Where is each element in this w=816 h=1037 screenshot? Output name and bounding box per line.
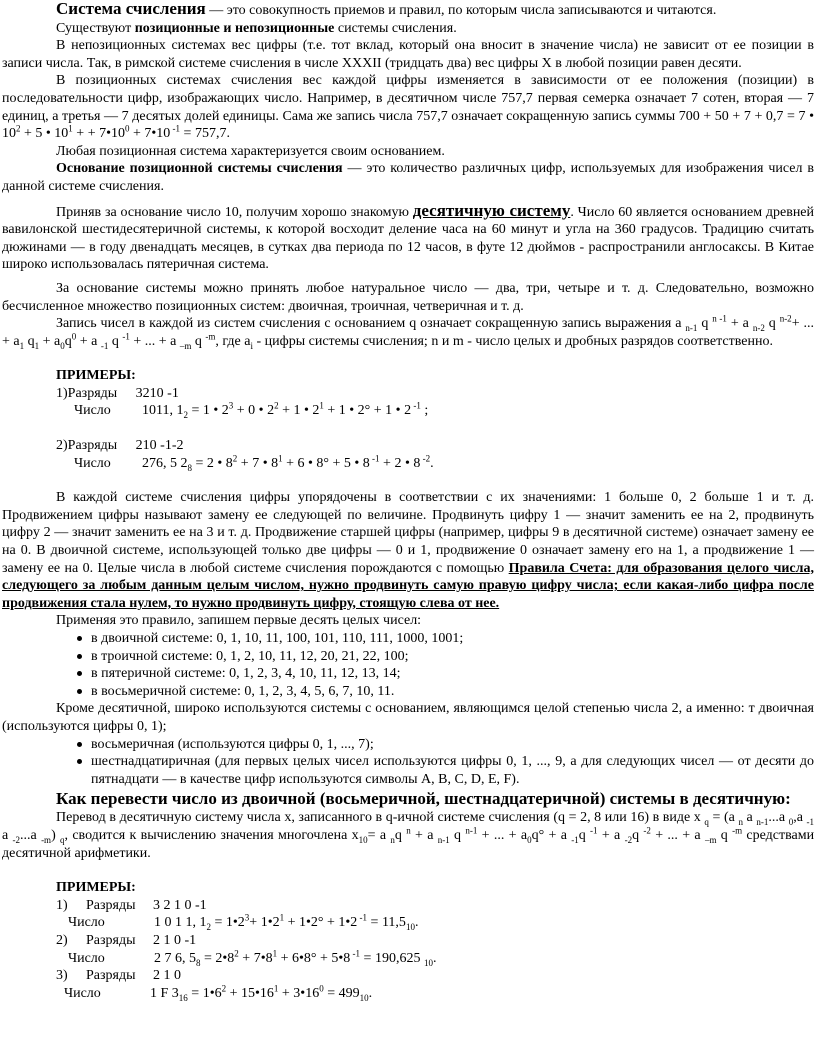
counting-rule: Правила Счета: для образования целого числа, следующего за любым данным целым числом, нужно продвинуть самую правую цифру числа; если какая-либо цифра после продвижения стала нулем, то нужно продвинуть цифру, стоящую слева от нее. bbox=[2, 560, 814, 611]
list-item: в пятеричной системе: 0, 1, 2, 3, 4, 10, 11, 12, 13, 14; bbox=[2, 665, 814, 683]
polynomial-paragraph: Запись чисел в каждой из систем счисления с основанием q означает сокращенную запись выражения a $_{n-1}$ q $^{n -1}$ + a $_{n-2}$ q $^{n-2}$+ ... + $a_1$ $q_1 + a_0q^0 + a$ $_{-1}$ q $^{-1}$ + ... + a $_{-m}$ q $^{-m}$, где $a_i$ - цифры системы счисления; n и m - число целых и дробных разрядов соответственно. bbox=[2, 313, 815, 351]
example-row: Число 1 0 1 1, $1_2$ = $1•2^3+$ $1•2^1$ + 1•2° + 1•2 $^{-1} = 11,5_{10}$. bbox=[68, 912, 419, 933]
example-row: Число 1011, $1_2 = 1$ • $2^3 + 0$ • $2^2 + 1$ • $2^1 + 1$ • 2° + 1 • 2 $^{-1}$ ; bbox=[74, 400, 429, 421]
conversion-paragraph: Перевод в десятичную систему числа x, записанного в q-ичной системе счисления (q = 2, 8 или 16) в виде x $_q$ = (a $_n$ a $_{n-1}$...a $_0$,a $_{-1}$ a $_{-2}$...a $_{-m}$) $_q$, сводится к вычислению значения многочлена $x_{10}= a$ $_n$q $^n$ + a $_{n-1}$ q $^{n-1}$ + ... + $a_0q^\circ + a$ $_{-1}$q $^{-1}$ + a $_{-2}$q $^{-2}$ + ... + a $_{-m}$ q $^{-m}$ средствами десятичной арифметики. bbox=[2, 810, 815, 861]
list-item: в троичной системе: 0, 1, 2, 10, 11, 12, 20, 21, 22, 100; bbox=[2, 648, 814, 666]
types-paragraph: Существуют позиционные и непозиционные системы счисления. bbox=[56, 20, 457, 36]
definition-term: Система счисления bbox=[56, 0, 206, 18]
any-base-paragraph: За основание системы можно принять любое натуральное число — два, три, четыре и т. д. Следовательно, возможно бесчисленное множество позиционных систем: двоичная, троичная, четверичная и т. д. bbox=[2, 280, 814, 314]
list-item: шестнадцатиричная (для первых целых чисел используются цифры 0, 1, ..., 9, а для следующих чисел — от десяти до пятнадцати — в качестве цифр используются символы A, B, C, D, E, F). bbox=[2, 753, 814, 788]
example-row: 2)Разряды 210 -1-2 bbox=[56, 438, 184, 454]
examples-block-2 bbox=[2, 879, 814, 1002]
example-row: Число 1 F $3_{16}$ = $1•6^2$ + $15•16^1$ + $3•16^0 = 499_{10}$. bbox=[64, 983, 373, 1003]
base-intro-paragraph: Любая позиционная система характеризуется своим основанием. bbox=[56, 143, 445, 159]
decimal-system-link[interactable]: десятичную систему bbox=[412, 200, 571, 220]
examples-block-1 bbox=[2, 367, 814, 472]
nonpositional-paragraph: В непозиционных системах вес цифры (т.е. тот вклад, который она вносит в значение числа) не зависит от ее позиции в записи числа. Так, в римской системе счисления в числе XXXII (тридцать два) вес цифры X в любой позиции равен десяти. bbox=[2, 38, 814, 71]
list-item: в восьмеричной системе: 0, 1, 2, 3, 4, 5, 6, 7, 10, 11. bbox=[2, 683, 814, 701]
definition-paragraph: Система счисления — это совокупность приемов и правил, по которым числа записываются и читаются. bbox=[56, 0, 717, 18]
example-row: Число 2 7 6, $5_8$ = $2•8^2$ + $7•8^1$ + 6•8° + 5•8 $^{-1}$ = 190,625 $_{10}$. bbox=[68, 947, 437, 968]
list-item: в двоичной системе: 0, 1, 10, 11, 100, 101, 110, 111, 1000, 1001; bbox=[2, 630, 814, 648]
section-heading: Как перевести число из двоичной (восьмеричной, шестнадцатеричной) системы в десятичную: bbox=[56, 789, 791, 809]
example-row: Число 276, 5 $2_8 = 2$ • $8^2 + 7$ • $8^1 + 6$ • 8° + 5 • 8 $^{-1}$ + 2 • 8 $^{-2}$. bbox=[74, 453, 434, 473]
power-of-two-list bbox=[2, 736, 814, 789]
decimal-paragraph: Приняв за основание число 10, получим хорошо знакомую десятичную систему. Число 60 является основанием древней вавилонской шестидесятеричной системы, к которой восходит деление часа на 60 минут и угла на 360 градусов. Традицию считать дюжинами — в году двенадцать месяцев, в сутках два периода по 12 часов, в футе 12 дюймов - распространили англосаксы. В Китае широко использовалась пятеричная система. bbox=[2, 200, 815, 273]
example-row: 1) Разряды 3 2 1 0 -1 bbox=[56, 897, 207, 913]
list-item: восьмеричная (используются цифры 0, 1, ..., 7); bbox=[2, 736, 814, 754]
first-ten-intro: Применяя это правило, запишем первые десять целых чисел: bbox=[56, 613, 422, 629]
first-ten-list bbox=[2, 630, 814, 700]
counting-rule-paragraph: В каждой системе счисления цифры упорядочены в соответствии с их значениями: 1 больше 0, 2 больше 1 и т. д. Продвижением цифры называют замену ее следующей по величине. Продвинуть цифру 1 — значит заменить ее на 2, продвинуть цифру 2 — значит заменить ее на 3 и т. д. Продвижение старшей цифры (например, цифры 9 в десятичной системе) означает замену ее на 0. В двоичной системе, использующей только две цифры — 0 и 1, продвижение 0 означает замену его на 1, а продвижение 1 — замену ее на 0. Целые числа в любой системе счисления порождаются с помощью Правила Счета: для образования целого числа, следующего за любым данным целым числом, нужно продвинуть самую правую цифру числа; если какая-либо цифра после продвижения стала нулем, то нужно продвинуть цифру, стоящую слева от нее. bbox=[2, 490, 814, 611]
examples-label: ПРИМЕРЫ: bbox=[56, 368, 136, 384]
power-of-two-paragraph: Кроме десятичной, широко используются системы с основанием, являющимся целой степенью числа 2, а именно: т двоичная (используются цифры 0, 1); bbox=[2, 701, 814, 734]
example-row: 2) Разряды 2 1 0 -1 bbox=[56, 932, 197, 948]
positional-paragraph: В позиционных системах счисления вес каждой цифры изменяется в зависимости от ее положения (позиции) в последовательности цифр, изображающих число. Например, в десятичном числе 757,7 первая семерка означает 7 сотен, вторая — 7 единиц, а третья — 7 десятых долей единицы. Сама же запись числа 757,7 означает сокращенную запись суммы 700 + 50 + 7 + 0,7 = 7 • $10^2 + 5$ • $10^1$ + + $7•10^0$ + 7•10 $^{-1}$ = 757,7. bbox=[2, 73, 814, 142]
example-row: 1)Разряды 3210 -1 bbox=[56, 385, 179, 401]
document-page bbox=[2, 0, 814, 1002]
base-term: Основание позиционной системы счисления bbox=[56, 161, 343, 177]
example-row: 3) Разряды 2 1 0 bbox=[56, 968, 181, 984]
examples-label: ПРИМЕРЫ: bbox=[56, 880, 136, 896]
base-definition-paragraph: Основание позиционной системы счисления — это количество различных цифр, используемых для изображения чисел в данной системе счисления. bbox=[2, 161, 814, 194]
